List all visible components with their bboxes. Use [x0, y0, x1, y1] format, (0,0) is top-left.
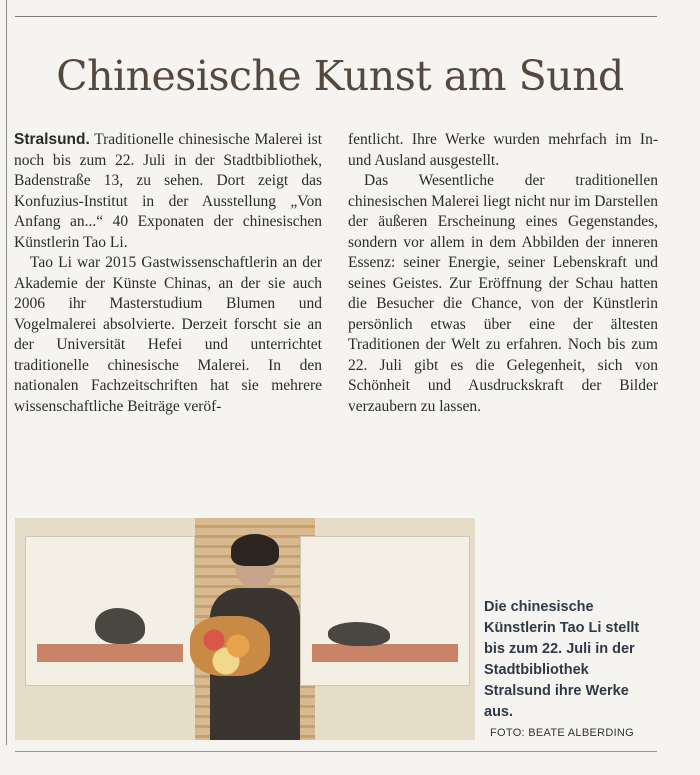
paragraph-2: Tao Li war 2015 Gastwissenschaftlerin an der Akademie der Künste Chinas, an der sie auch 2006 ihr Masterstudium Blumen und Vogelmalerei absolvierte. Derzeit forscht sie an der Universität Hefei und unterrichtet traditionelle chinesische Malerei. In den nationalen Fachzeitschriften hat sie mehrere wissenschaftliche Beiträge veröf- — [14, 254, 322, 415]
article-column-left — [14, 130, 322, 417]
bird-figure-left — [95, 608, 145, 644]
paragraph-1-text: Traditionelle chinesische Malerei ist noch bis zum 22. Juli in der Stadtbibliothek, Badenstraße 13, zu sehen. Dort zeigt das Konfuzius-Institut in der Ausstellung „Von Anfang an...“ 40 Exponaten der chinesischen Künstlerin Tao Li. — [14, 131, 322, 251]
bird-painting-right — [300, 536, 470, 686]
paragraph-4: Das Wesentliche der traditionellen chinesischen Malerei liegt nicht nur im Darstellen der äußeren Erscheinung eines Gegenstandes, sondern vor allem in dem Abbilden der inneren Essenz: seiner Energie, seiner Lebenskraft und seines Geistes. Zur Eröffnung der Schau hatten die Besucher die Chance, von der Künstlerin persönlich etwas über eine der ältesten Traditionen der Welt zu erfahren. Noch bis zum 22. Juli gibt es die Gelegenheit, sich von Schönheit und Ausdruckskraft der Bilder verzaubern zu lassen. — [348, 172, 658, 415]
bottom-rule — [15, 751, 657, 752]
paragraph-1 — [14, 130, 322, 253]
top-rule — [15, 16, 657, 17]
artist-figure — [205, 538, 305, 740]
photo-caption: Die chinesische Künstlerin Tao Li stellt bis zum 22. Juli in der Stadtbibliothek Stralsund ihre Werke aus. — [484, 599, 640, 720]
dateline: Stralsund. — [14, 131, 90, 148]
flower-bouquet — [190, 616, 270, 676]
article-photo — [15, 518, 475, 740]
photo-credit: FOTO: BEATE ALBERDING — [490, 727, 635, 739]
bird-painting-left — [25, 536, 195, 686]
headline: Chinesische Kunst am Sund — [56, 52, 624, 100]
bird-figure-right — [328, 622, 390, 646]
left-column-rule — [6, 0, 7, 745]
article-column-right — [348, 130, 658, 417]
paragraph-3: fentlicht. Ihre Werke wurden mehrfach im In- und Ausland ausgestellt. — [348, 131, 658, 169]
